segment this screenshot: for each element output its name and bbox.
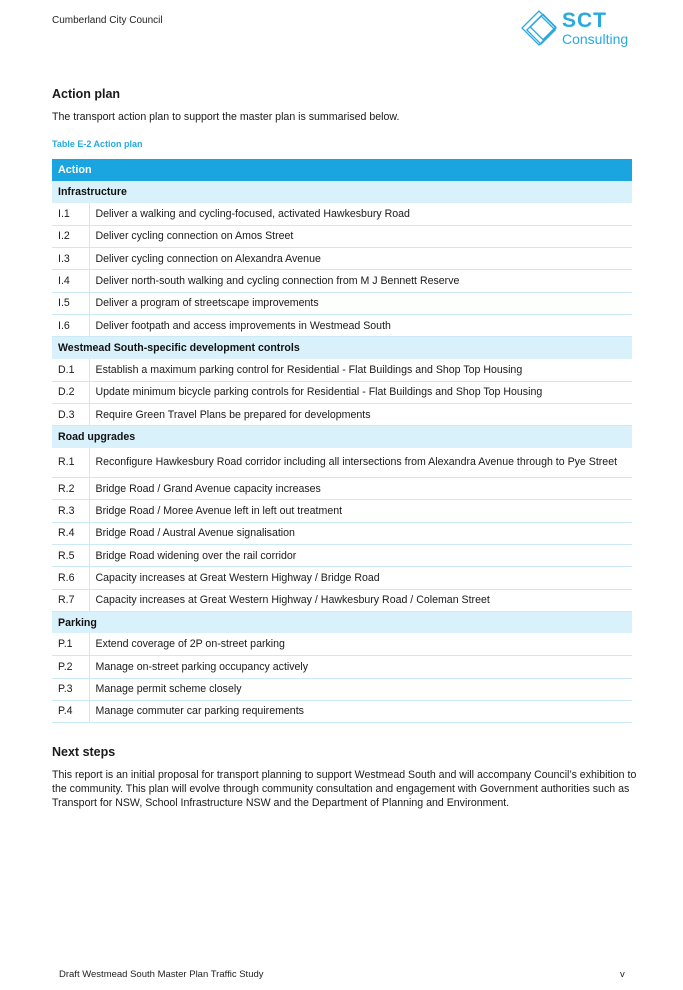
next-steps-heading: Next steps xyxy=(52,745,116,759)
table-row xyxy=(52,292,632,314)
table-row xyxy=(52,403,632,425)
action-description: Deliver north-south walking and cycling connection from M J Bennett Reserve xyxy=(89,270,632,292)
action-plan-heading: Action plan xyxy=(52,87,121,101)
action-code: R.3 xyxy=(52,500,89,522)
table-row xyxy=(52,522,632,544)
table-row xyxy=(52,678,632,700)
action-description: Deliver cycling connection on Amos Street xyxy=(89,225,632,247)
action-code: R.6 xyxy=(52,567,89,589)
action-description: Bridge Road / Moree Avenue left in left out treatment xyxy=(89,500,632,522)
table-row xyxy=(52,633,632,655)
action-code: R.7 xyxy=(52,589,89,611)
action-code: I.6 xyxy=(52,314,89,336)
table-row xyxy=(52,225,632,247)
action-description: Deliver cycling connection on Alexandra Avenue xyxy=(89,248,632,270)
action-code: D.3 xyxy=(52,403,89,425)
action-description: Reconfigure Hawkesbury Road corridor including all intersections from Alexandra Avenue through to Pye Street xyxy=(89,448,632,478)
next-steps-body: This report is an initial proposal for transport planning to support Westmead South and will accompany Council’s exhibition to the community. This plan will evolve through community consultation and engagement with Government authorities such as Transport for NSW, School Infrastructure NSW and the Department of Planning and Environment. xyxy=(52,769,637,809)
action-code: P.4 xyxy=(52,700,89,722)
footer-page-number: v xyxy=(620,969,625,980)
page-header-organisation: Cumberland City Council xyxy=(52,15,163,26)
table-row xyxy=(52,203,632,225)
action-code: R.2 xyxy=(52,478,89,500)
action-code: R.5 xyxy=(52,545,89,567)
table-group-heading: Westmead South-specific development controls xyxy=(52,337,632,359)
action-description: Capacity increases at Great Western Highway / Hawkesbury Road / Coleman Street xyxy=(89,589,632,611)
table-row xyxy=(52,381,632,403)
table-row xyxy=(52,700,632,722)
action-code: R.1 xyxy=(52,448,89,478)
logo-subtext: Consulting xyxy=(562,31,629,47)
table-row xyxy=(52,314,632,336)
table-row xyxy=(52,589,632,611)
table-group-heading: Infrastructure xyxy=(52,181,632,203)
footer-document-title: Draft Westmead South Master Plan Traffic Study xyxy=(59,969,264,980)
table-row xyxy=(52,270,632,292)
action-code: I.4 xyxy=(52,270,89,292)
action-description: Deliver a walking and cycling-focused, activated Hawkesbury Road xyxy=(89,203,632,225)
action-code: P.2 xyxy=(52,656,89,678)
table-header-action: Action xyxy=(52,159,632,181)
action-description: Extend coverage of 2P on-street parking xyxy=(89,633,632,655)
table-row xyxy=(52,248,632,270)
table-row xyxy=(52,448,632,478)
logo-wordmark: SCT xyxy=(562,9,607,32)
action-description: Establish a maximum parking control for Residential - Flat Buildings and Shop Top Housing xyxy=(89,359,632,381)
action-description: Manage commuter car parking requirements xyxy=(89,700,632,722)
action-code: I.2 xyxy=(52,225,89,247)
table-caption: Table E-2 Action plan xyxy=(52,139,143,149)
action-code: I.3 xyxy=(52,248,89,270)
table-row xyxy=(52,500,632,522)
action-code: D.1 xyxy=(52,359,89,381)
action-description: Bridge Road / Grand Avenue capacity increases xyxy=(89,478,632,500)
action-code: R.4 xyxy=(52,522,89,544)
table-group-heading: Road upgrades xyxy=(52,426,632,448)
action-description: Require Green Travel Plans be prepared for developments xyxy=(89,403,632,425)
action-plan-table xyxy=(52,159,632,723)
action-description: Bridge Road / Austral Avenue signalisation xyxy=(89,522,632,544)
sct-consulting-logo xyxy=(518,8,638,52)
action-code: P.1 xyxy=(52,633,89,655)
table-row xyxy=(52,545,632,567)
action-code: P.3 xyxy=(52,678,89,700)
action-description: Update minimum bicycle parking controls for Residential - Flat Buildings and Shop Top Housing xyxy=(89,381,632,403)
action-description: Bridge Road widening over the rail corridor xyxy=(89,545,632,567)
table-row xyxy=(52,478,632,500)
action-description: Deliver footpath and access improvements in Westmead South xyxy=(89,314,632,336)
table-row xyxy=(52,656,632,678)
action-code: I.5 xyxy=(52,292,89,314)
action-code: I.1 xyxy=(52,203,89,225)
table-row xyxy=(52,567,632,589)
action-description: Deliver a program of streetscape improvements xyxy=(89,292,632,314)
diamond-logo-icon xyxy=(518,8,564,52)
table-group-heading: Parking xyxy=(52,611,632,633)
action-plan-intro: The transport action plan to support the master plan is summarised below. xyxy=(52,111,400,123)
action-description: Capacity increases at Great Western Highway / Bridge Road xyxy=(89,567,632,589)
table-row xyxy=(52,359,632,381)
action-description: Manage on-street parking occupancy actively xyxy=(89,656,632,678)
action-code: D.2 xyxy=(52,381,89,403)
action-description: Manage permit scheme closely xyxy=(89,678,632,700)
